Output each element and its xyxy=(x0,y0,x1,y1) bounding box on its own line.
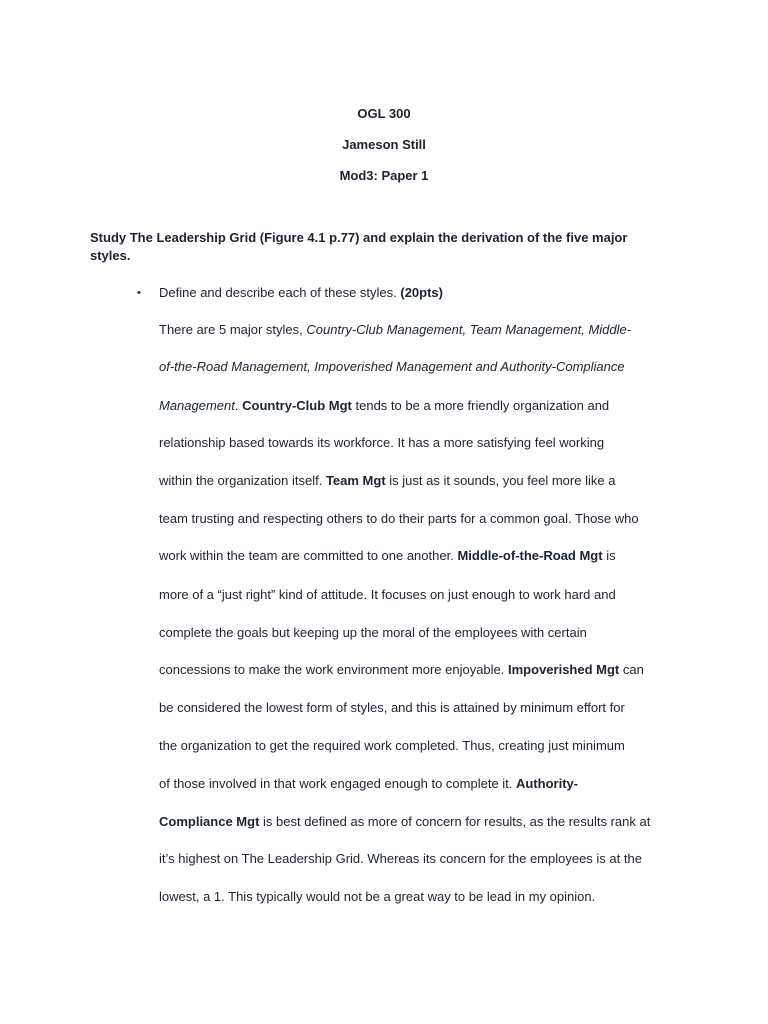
essay-line xyxy=(159,548,616,564)
text-run: Country-Club Management, Team Management, Middle- xyxy=(306,322,632,337)
text-run: Management xyxy=(159,398,235,413)
essay-line xyxy=(159,322,631,338)
text-run: Middle-of-the-Road Mgt xyxy=(457,548,603,563)
essay-line: complete the goals but keeping up the moral of the employees with certain xyxy=(159,625,587,640)
text-run: tends to be a more friendly organization and xyxy=(351,398,610,413)
text-run: is just as it sounds, you feel more like a xyxy=(385,473,616,488)
essay-line: it’s highest on The Leadership Grid. Whereas its concern for the employees is at the xyxy=(159,851,642,866)
essay-line: the organization to get the required work completed. Thus, creating just minimum xyxy=(159,738,625,753)
assignment-title: Mod3: Paper 1 xyxy=(339,168,429,183)
bullet-instruction: Define and describe each of these styles. xyxy=(159,285,401,300)
essay-line xyxy=(159,814,650,830)
essay-line: be considered the lowest form of styles, and this is attained by minimum effort for xyxy=(159,700,625,715)
text-run: Team Mgt xyxy=(325,473,386,488)
author-name: Jameson Still xyxy=(342,137,426,152)
essay-line: team trusting and respecting others to do their parts for a common goal. Those who xyxy=(159,511,639,526)
essay-line xyxy=(159,662,644,678)
text-run: . xyxy=(234,398,243,413)
essay-line xyxy=(159,398,609,414)
essay-line: of-the-Road Management, Impoverished Management and Authority-Compliance xyxy=(159,359,625,374)
course-title: OGL 300 xyxy=(357,106,411,121)
bullet-marker: • xyxy=(137,287,141,299)
text-run: Impoverished Mgt xyxy=(508,662,620,677)
text-run: can xyxy=(619,662,644,677)
text-run: There are 5 major styles, xyxy=(159,322,307,337)
text-run: of those involved in that work engaged enough to complete it. xyxy=(159,776,517,791)
bullet-points: (20pts) xyxy=(400,285,443,300)
essay-line: relationship based towards its workforce. It has a more satisfying feel working xyxy=(159,435,605,450)
essay-line: lowest, a 1. This typically would not be a great way to be lead in my opinion. xyxy=(159,889,596,904)
bullet-text xyxy=(159,285,443,301)
text-run: within the organization itself. xyxy=(159,473,326,488)
essay-line xyxy=(159,473,615,489)
text-run: concessions to make the work environment more enjoyable. xyxy=(159,662,509,677)
text-run: Authority- xyxy=(516,776,579,791)
text-run: is best defined as more of concern for results, as the results rank at xyxy=(259,814,651,829)
text-run: is xyxy=(602,548,616,563)
text-run: Country-Club Mgt xyxy=(242,398,352,413)
essay-line xyxy=(159,776,578,792)
assignment-prompt: Study The Leadership Grid (Figure 4.1 p.77) and explain the derivation of the five major styles. xyxy=(90,230,628,263)
text-run: Compliance Mgt xyxy=(159,814,260,829)
essay-line: more of a “just right” kind of attitude. It focuses on just enough to work hard and xyxy=(159,587,616,602)
text-run: work within the team are committed to one another. xyxy=(159,548,458,563)
